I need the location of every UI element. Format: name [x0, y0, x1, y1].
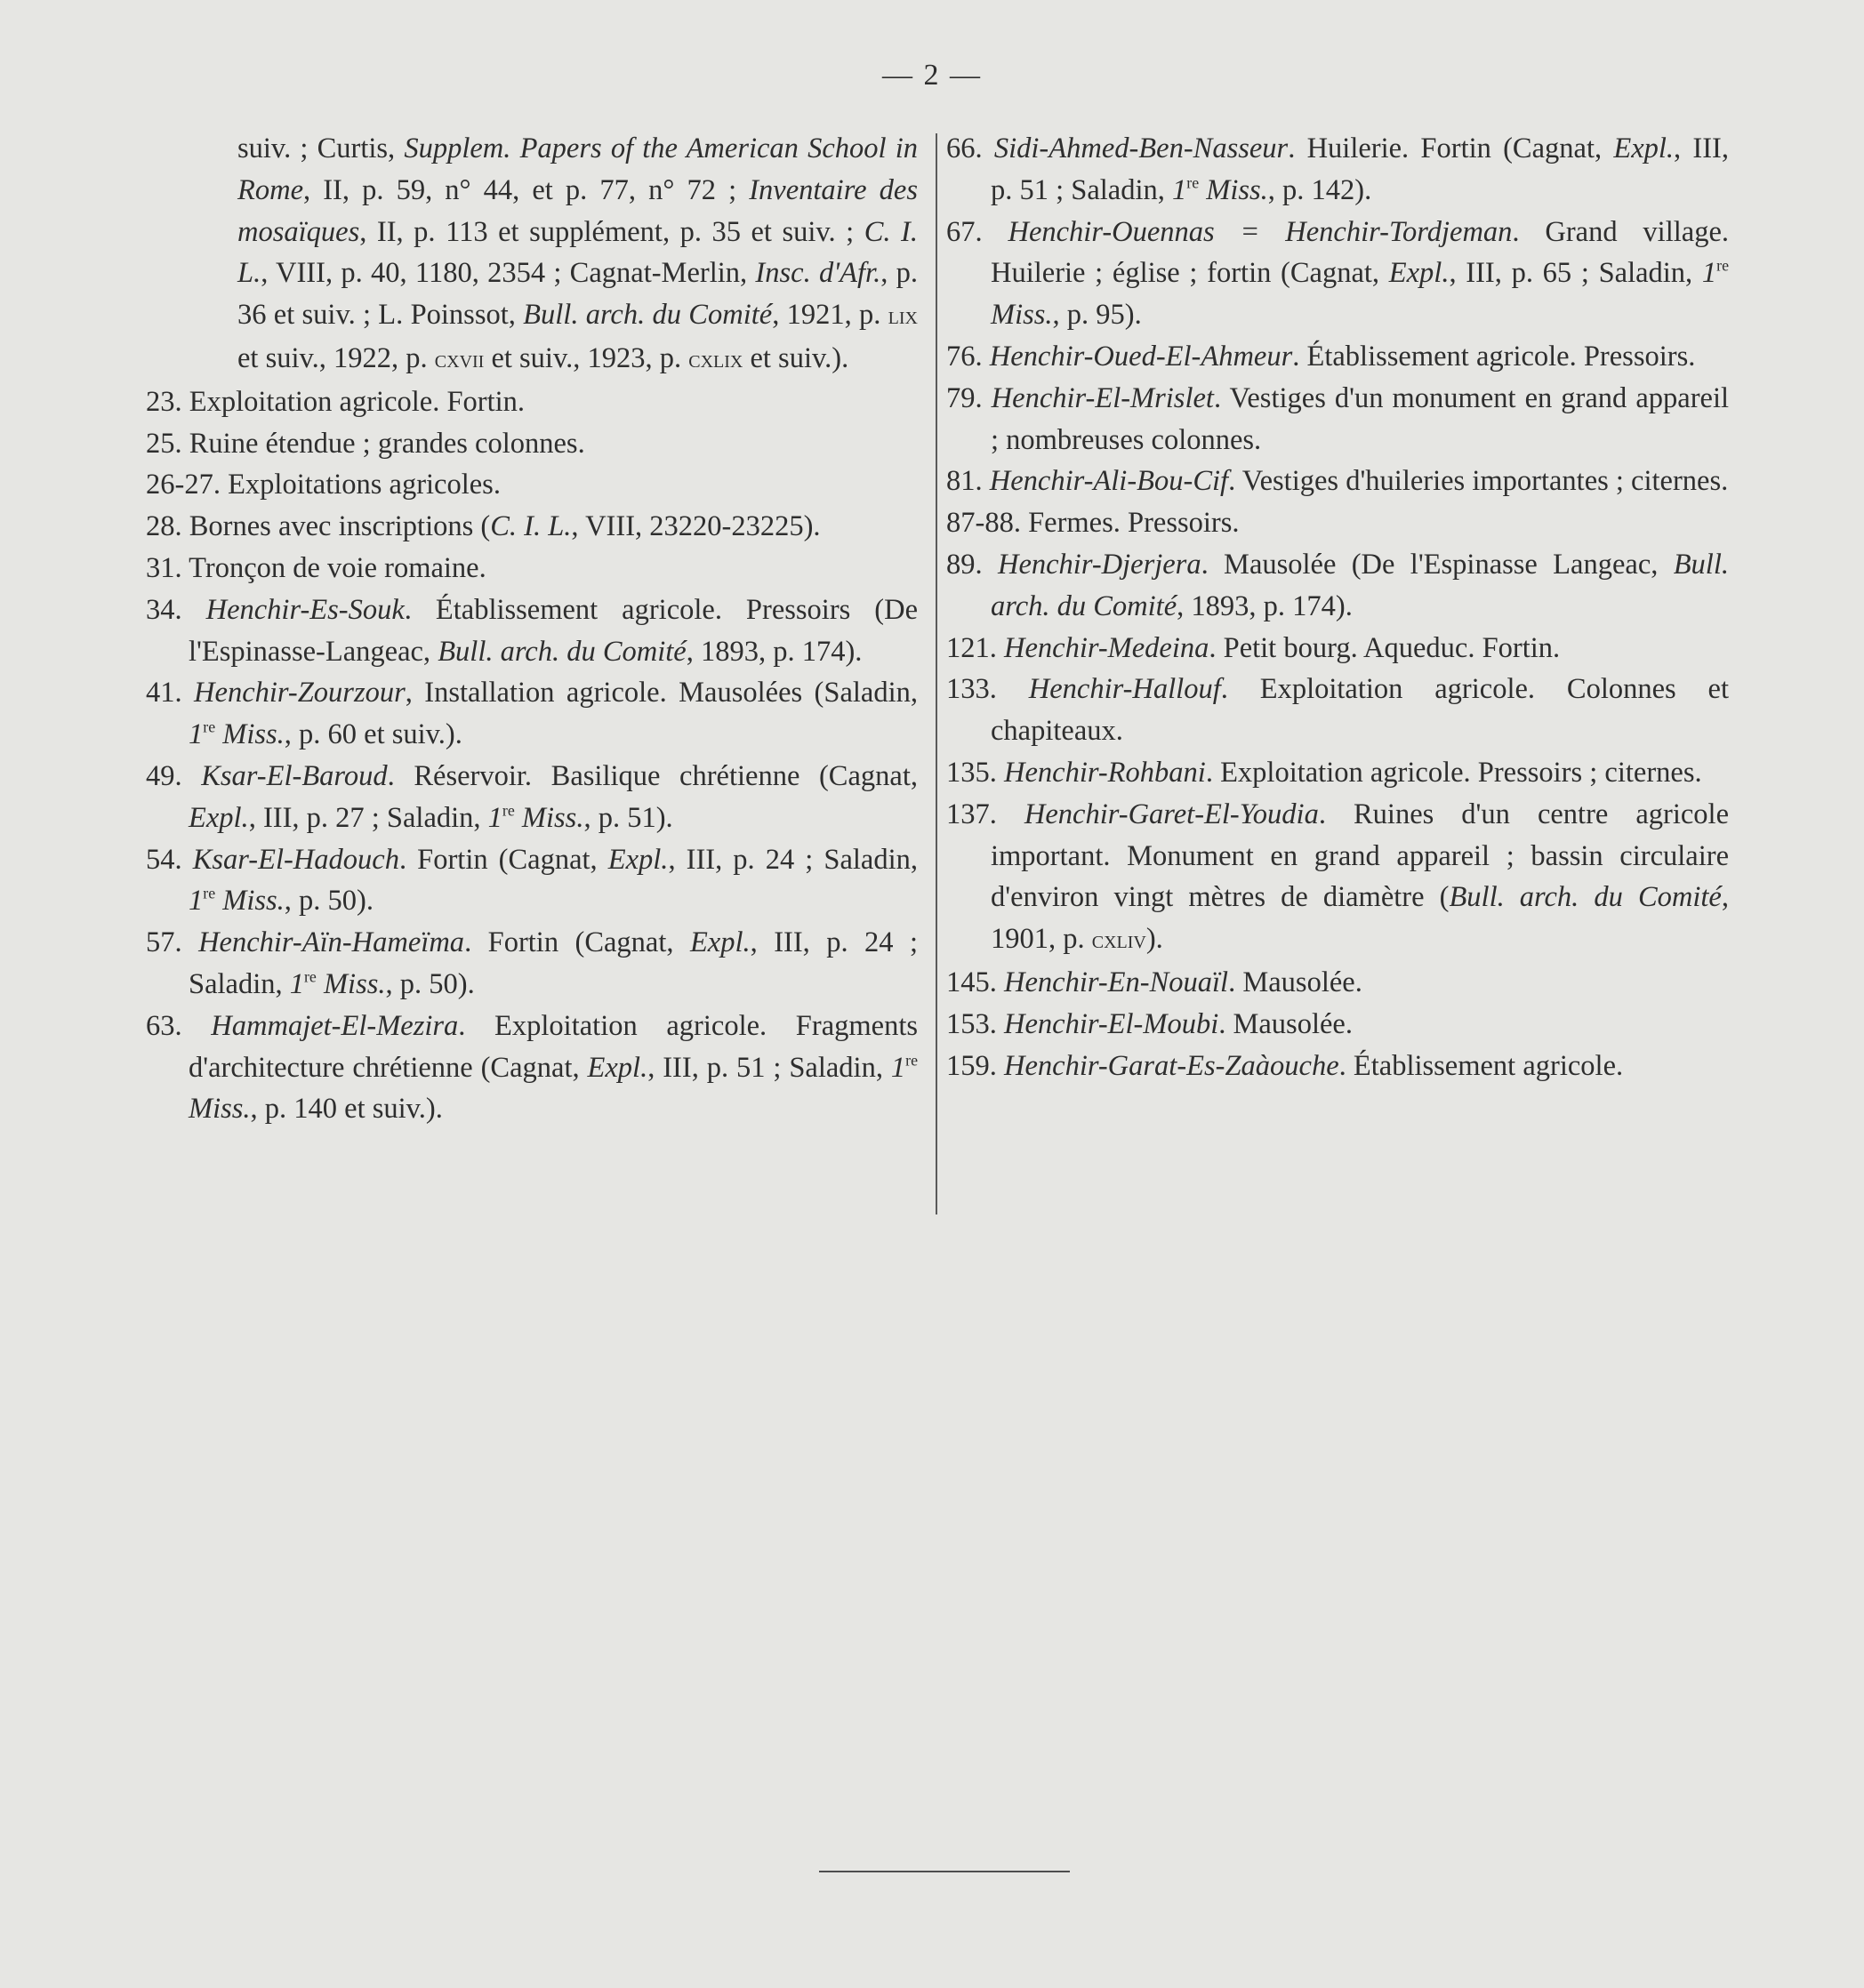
entry-text: . Exploitation agricole. Pressoirs ; citernes.: [1205, 756, 1702, 789]
italic-text: Bull. arch. du Comité: [438, 635, 687, 668]
italic-text: C. I. L.: [237, 215, 919, 290]
italic-text: 1: [487, 801, 502, 834]
entry-text: . Mausolée.: [1228, 966, 1362, 998]
italic-text: 1: [289, 967, 304, 1000]
italic-text: Henchir-Ouennas = Henchir-Tordjeman: [1008, 215, 1513, 248]
entry-text: . Exploitation agricole. Fragments d'architecture chrétienne (Cagnat,: [189, 1009, 919, 1084]
italic-text: Henchir-El-Mrislet: [991, 381, 1214, 414]
italic-text: Bull. arch. du Comité: [523, 299, 773, 332]
italic-text: Miss.: [991, 299, 1053, 332]
italic-text: Insc. d'Afr.: [755, 257, 881, 290]
index-entry: [146, 381, 918, 423]
entry-text: , p. 140 et suiv.).: [250, 1093, 443, 1126]
entry-text: , III, p. 24 ; Saladin,: [668, 843, 919, 876]
index-entry: [146, 548, 918, 589]
entry-text: , III, p. 65 ; Saladin,: [1449, 257, 1702, 290]
index-entry: [946, 336, 1729, 378]
index-entry: [946, 128, 1729, 212]
entry-text: . Grand village. Huilerie ; église ; fortin (Cagnat,: [991, 215, 1729, 290]
entry-text: , 1901, p.: [991, 881, 1729, 956]
index-entry: [146, 464, 918, 506]
entry-text: 34.: [146, 593, 206, 626]
italic-text: Henchir-Es-Souk: [205, 593, 405, 626]
entry-text: et suiv., 1923, p.: [484, 341, 689, 374]
entry-text: , III, p. 24 ; Saladin,: [189, 926, 918, 1000]
column-divider: [936, 133, 937, 1214]
entry-text: , p. 60 et suiv.).: [284, 718, 462, 751]
index-entry: [146, 1006, 918, 1130]
italic-text: Henchir-Hallouf: [1028, 673, 1221, 706]
entry-text: , 1921, p.: [772, 299, 888, 332]
italic-text: Miss.: [514, 801, 584, 834]
entry-text: 25. Ruine étendue ; grandes colonnes.: [146, 427, 585, 460]
entry-text: , III, p. 51 ; Saladin,: [991, 132, 1729, 206]
superscript-text: re: [303, 967, 317, 986]
italic-text: 1: [1701, 257, 1717, 290]
entry-text: . Établissement agricole.: [1338, 1049, 1624, 1082]
entry-text: . Exploitation agricole. Colonnes et chapiteaux.: [991, 673, 1730, 748]
index-entry: [946, 962, 1729, 1004]
entry-text: suiv. ; Curtis,: [237, 132, 405, 164]
superscript-text: re: [905, 1051, 918, 1070]
italic-text: Bull. arch. du Comité: [1449, 881, 1722, 914]
index-entry: [946, 628, 1729, 669]
italic-text: Henchir-Garat-Es-Zaàouche: [1004, 1049, 1339, 1082]
superscript-text: re: [203, 717, 216, 736]
entry-text: 121.: [946, 631, 1004, 664]
italic-text: 1: [890, 1051, 906, 1084]
superscript-text: re: [1186, 173, 1200, 192]
italic-text: Henchir-Ali-Bou-Cif: [989, 465, 1229, 498]
superscript-text: re: [1716, 256, 1730, 275]
index-entry: [946, 502, 1729, 544]
entry-text: . Petit bourg. Aqueduc. Fortin.: [1209, 631, 1561, 664]
index-entry: [946, 669, 1729, 752]
index-entry: [946, 212, 1729, 336]
entry-text: , 1893, p. 174).: [1177, 589, 1353, 622]
index-entry: [946, 544, 1729, 628]
italic-text: Henchir-En-Nouaïl: [1004, 966, 1229, 998]
entry-text: , VIII, 23220-23225).: [571, 510, 821, 543]
entry-text: , VIII, p. 40, 1180, 2354 ; Cagnat-Merlin,: [261, 257, 756, 290]
entry-text: , III, p. 27 ; Saladin,: [248, 801, 488, 834]
entry-text: . Vestiges d'huileries importantes ; citernes.: [1228, 465, 1729, 498]
entry-text: , II, p. 113 et supplément, p. 35 et suiv. ;: [359, 215, 864, 248]
italic-text: Henchir-Medeina: [1004, 631, 1209, 664]
italic-text: Expl.: [189, 801, 249, 834]
index-entry: [146, 839, 918, 923]
entry-text: 137.: [946, 798, 1024, 830]
entry-text: 76.: [946, 340, 990, 373]
index-entry: [946, 752, 1729, 794]
italic-text: Ksar-El-Baroud: [201, 759, 388, 792]
left-column: [146, 128, 918, 1130]
entry-text: 26-27. Exploitations agricoles.: [146, 469, 501, 501]
entry-text: 89.: [946, 548, 998, 581]
entry-text: . Fortin (Cagnat,: [398, 843, 608, 876]
entry-text: cxlix: [688, 345, 743, 373]
italic-text: Inventaire des mosaïques: [237, 173, 919, 248]
entry-text: ).: [1145, 923, 1163, 956]
italic-text: Expl.: [587, 1051, 648, 1084]
page-number: — 2 —: [882, 59, 982, 92]
entry-text: . Ruines d'un centre agricole important. Monument en grand appareil ; bassin circulaire d'environ vingt mètres de diamètre (: [991, 798, 1730, 914]
entry-text: 79.: [946, 381, 992, 414]
italic-text: Henchir-Oued-El-Ahmeur: [989, 340, 1293, 373]
italic-text: 1: [189, 885, 204, 918]
entry-text: et suiv., 1922, p.: [237, 341, 435, 374]
superscript-text: re: [203, 884, 216, 902]
italic-text: Miss.: [1199, 173, 1268, 206]
entry-text: 133.: [946, 673, 1029, 706]
entry-text: 63.: [146, 1009, 212, 1042]
entry-text: , II, p. 59, n° 44, et p. 77, n° 72 ;: [303, 173, 750, 206]
italic-text: Sidi-Ahmed-Ben-Nasseur: [993, 132, 1289, 164]
entry-text: , p. 51).: [583, 801, 673, 834]
entry-text: 159.: [946, 1049, 1004, 1082]
entry-text: 31. Tronçon de voie romaine.: [146, 551, 486, 584]
superscript-text: re: [502, 801, 515, 820]
entry-text: . Réservoir. Basilique chrétienne (Cagnat,: [387, 759, 918, 792]
italic-text: Henchir-El-Moubi: [1004, 1007, 1219, 1040]
index-entry: [146, 506, 918, 548]
entry-text: 135.: [946, 756, 1004, 789]
italic-text: Henchir-Djerjera: [997, 548, 1201, 581]
italic-text: 1: [1172, 173, 1187, 206]
entry-text: 145.: [946, 966, 1004, 998]
entry-text: , p. 95).: [1052, 299, 1142, 332]
index-entry: [146, 423, 918, 465]
index-entry: [146, 589, 918, 673]
index-entry: [946, 1046, 1729, 1087]
right-column: [946, 128, 1729, 1086]
entry-text: 57.: [146, 926, 199, 959]
italic-text: Henchir-Zourzour: [194, 677, 406, 709]
entry-text: 28. Bornes avec inscriptions (: [146, 510, 491, 543]
entry-text: . Établissement agricole. Pressoirs.: [1292, 340, 1696, 373]
entry-text: 67.: [946, 215, 1008, 248]
entry-text: 87-88. Fermes. Pressoirs.: [946, 507, 1240, 540]
footer-rule: [819, 1871, 1070, 1872]
entry-text: 66.: [946, 132, 994, 164]
italic-text: Expl.: [1388, 257, 1450, 290]
entry-text: cxliv: [1091, 926, 1146, 955]
italic-text: Expl.: [607, 843, 669, 876]
entry-text: , p. 50).: [385, 967, 475, 1000]
italic-text: Ksar-El-Hadouch: [192, 843, 399, 876]
italic-text: Miss.: [215, 885, 285, 918]
italic-text: C. I. L.: [490, 510, 572, 543]
entry-text: , p. 142).: [1267, 173, 1372, 206]
entry-text: , 1893, p. 174).: [686, 635, 863, 668]
italic-text: Expl.: [1613, 132, 1675, 164]
italic-text: Miss.: [189, 1093, 251, 1126]
entry-text: cxvii: [434, 345, 485, 373]
italic-text: Hammajet-El-Mezira: [211, 1009, 459, 1042]
index-entry: [946, 378, 1729, 461]
entry-text: 81.: [946, 465, 990, 498]
italic-text: Henchir-Garet-El-Youdia: [1024, 798, 1319, 830]
index-entry: [146, 756, 918, 839]
index-entry: [946, 794, 1729, 962]
entry-text: . Établissement agricole. Pressoirs (De l'Espinasse-Langeac,: [189, 593, 918, 668]
entry-text: , p. 36 et suiv. ; L. Poinssot,: [237, 257, 919, 332]
italic-text: Miss.: [316, 967, 386, 1000]
index-entry: [946, 1004, 1729, 1046]
entry-text: 41.: [146, 677, 195, 709]
entry-text: . Mausolée.: [1218, 1007, 1353, 1040]
entry-text: , III, p. 51 ; Saladin,: [647, 1051, 891, 1084]
entry-text: . Mausolée (De l'Espinasse Langeac,: [1201, 548, 1674, 581]
italic-text: 1: [189, 718, 204, 751]
entry-text: , Installation agricole. Mausolées (Saladin,: [405, 677, 918, 709]
italic-text: Supplem. Papers of the American School in Rome: [237, 132, 918, 206]
italic-text: Henchir-Aïn-Hameïma: [198, 926, 465, 959]
entry-text: 49.: [146, 759, 202, 792]
italic-text: Miss.: [215, 718, 285, 751]
entry-text: . Vestiges d'un monument en grand appareil ; nombreuses colonnes.: [991, 381, 1730, 456]
entry-text: 153.: [946, 1007, 1004, 1040]
italic-text: Expl.: [689, 926, 751, 959]
entry-text: 23. Exploitation agricole. Fortin.: [146, 385, 526, 418]
index-entry: [146, 672, 918, 756]
italic-text: Henchir-Rohbani: [1004, 756, 1206, 789]
entry-text: . Huilerie. Fortin (Cagnat,: [1288, 132, 1614, 164]
index-entry: [146, 128, 918, 381]
entry-text: lix: [888, 302, 918, 331]
italic-text: Bull. arch. du Comité: [991, 548, 1729, 622]
entry-text: , p. 50).: [284, 885, 374, 918]
index-entry: [946, 461, 1729, 502]
index-entry: [146, 922, 918, 1006]
entry-text: 54.: [146, 843, 193, 876]
entry-text: et suiv.).: [743, 341, 849, 374]
entry-text: . Fortin (Cagnat,: [464, 926, 690, 959]
